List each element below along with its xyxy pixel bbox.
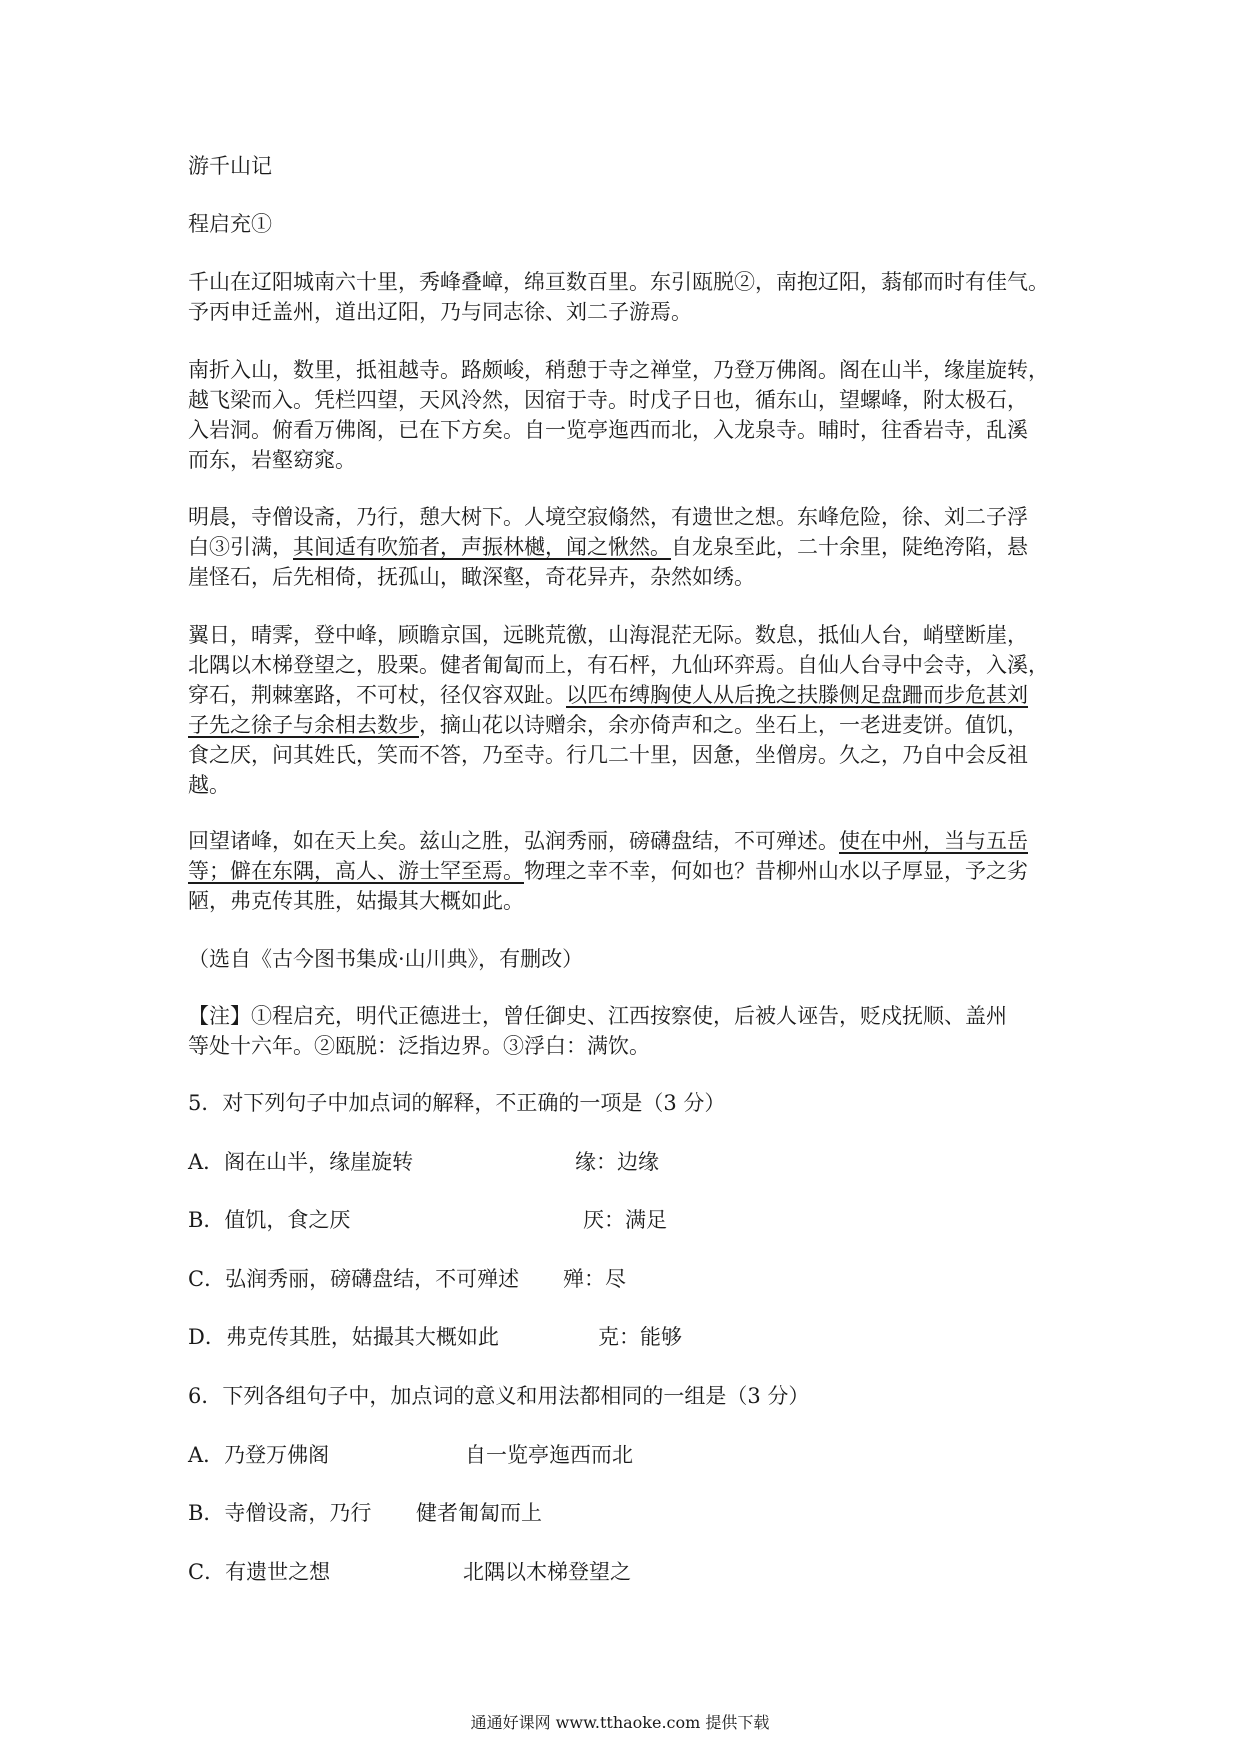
q6-option-b-right: 健者匍匐而上 bbox=[416, 1501, 542, 1525]
q5-option-a-text: A．阁在山半，缘崖旋转 bbox=[188, 1150, 414, 1174]
text-line: 北隅以木梯登望之，股栗。健者匍匐而上，有石枰，九仙环弈焉。自仙人台寻中会寺，入溪， bbox=[188, 653, 1049, 677]
text-line: 南折入山，数里，抵祖越寺。路颇峻，稍憩于寺之禅堂，乃登万佛阁。阁在山半，缘崖旋转， bbox=[188, 358, 1049, 382]
paragraph-2 bbox=[188, 355, 1060, 475]
source-citation: （选自《古今图书集成·山川典》，有删改） bbox=[188, 947, 584, 971]
note-line: 等处十六年。②瓯脱：泛指边界。③浮白：满饮。 bbox=[188, 1034, 650, 1058]
text-line: 白③引满，其间适有吹笳者，声振林樾，闻之愀然。自龙泉至此，二十余里，陡绝洿陷，悬 bbox=[188, 535, 1028, 559]
underlined-sentence: 等；僻在东隅，高人、游士罕至焉。 bbox=[188, 859, 524, 883]
text-line: 回望诸峰，如在天上矣。兹山之胜，弘润秀丽，磅礴盘结，不可殚述。使在中州，当与五岳 bbox=[188, 829, 1028, 853]
q6-option-c-left: C．有遗世之想 bbox=[188, 1560, 331, 1584]
text-line: 越飞梁而入。凭栏四望，天风泠然，因宿于寺。时戊子日也，循东山，望螺峰，附太极石， bbox=[188, 388, 1028, 412]
q5-option-d-text: D．弗克传其胜，姑撮其大概如此 bbox=[188, 1325, 499, 1349]
q5-option-d-gloss: 克：能够 bbox=[598, 1325, 682, 1349]
paragraph-1 bbox=[188, 267, 1060, 327]
text-line: 陋，弗克传其胜，姑撮其大概如此。 bbox=[188, 889, 524, 913]
paragraph-4 bbox=[188, 620, 1060, 800]
underlined-sentence: 以匹布缚胸使人从后挽之扶滕侧足盘跚而步危甚刘 bbox=[566, 683, 1028, 707]
text-line: 食之厌，问其姓氏，笑而不答，乃至寺。行几二十里，因惫，坐僧房。久之，乃自中会反祖 bbox=[188, 743, 1028, 767]
text-line: 而东，岩壑窈窕。 bbox=[188, 448, 356, 472]
q6-option-a-left: A．乃登万佛阁 bbox=[188, 1443, 330, 1467]
text-line: 予丙申迁盖州，道出辽阳，乃与同志徐、刘二子游焉。 bbox=[188, 300, 692, 324]
essay-title: 游千山记 bbox=[188, 154, 272, 178]
q6-option-b-left: B．寺僧设斋，乃行 bbox=[188, 1501, 372, 1525]
text-line: 千山在辽阳城南六十里，秀峰叠嶂，绵亘数百里。东引瓯脱②，南抱辽阳，蓊郁而时有佳气。 bbox=[188, 270, 1049, 294]
question-5-stem: 5．对下列句子中加点词的解释，不正确的一项是（3 分） bbox=[188, 1091, 726, 1115]
underlined-sentence: 子先之徐子与余相去数步 bbox=[188, 713, 419, 737]
text-line: 等；僻在东隅，高人、游士罕至焉。物理之幸不幸，何如也？昔柳州山水以子厚显，予之劣 bbox=[188, 859, 1028, 883]
text-line: 明晨，寺僧设斋，乃行，憩大树下。人境空寂翛然，有遗世之想。东峰危险，徐、刘二子浮 bbox=[188, 505, 1028, 529]
text-line: 穿石，荆棘塞路，不可杖，径仅容双趾。以匹布缚胸使人从后挽之扶滕侧足盘跚而步危甚刘 bbox=[188, 683, 1028, 707]
q5-option-b-gloss: 厌：满足 bbox=[583, 1208, 667, 1232]
text-line: 翼日，晴霁，登中峰，顾瞻京国，远眺荒徼，山海混茫无际。数息，抵仙人台，峭壁断崖， bbox=[188, 623, 1028, 647]
paragraph-5 bbox=[188, 826, 1060, 916]
underlined-sentence: 使在中州，当与五岳 bbox=[839, 829, 1028, 853]
essay-author: 程启充① bbox=[188, 212, 272, 236]
q5-option-a-gloss: 缘：边缘 bbox=[575, 1150, 659, 1174]
q6-option-c-right: 北隅以木梯登望之 bbox=[463, 1560, 631, 1584]
note-line: 【注】①程启充，明代正德进士，曾任御史、江西按察使，后被人诬告，贬戍抚顺、盖州 bbox=[188, 1004, 1007, 1028]
text-line: 入岩洞。俯看万佛阁，已在下方矣。自一览亭迤西而北，入龙泉寺。晡时，往香岩寺，乱溪 bbox=[188, 418, 1028, 442]
q6-option-a-right: 自一览亭迤西而北 bbox=[465, 1443, 633, 1467]
text-line: 越。 bbox=[188, 773, 230, 797]
text-line: 崖怪石，后先相倚，抚孤山，瞰深壑，奇花异卉，杂然如绣。 bbox=[188, 565, 755, 589]
page-footer: 通通好课网 www.tthaoke.com 提供下载 bbox=[470, 1713, 770, 1732]
q5-option-c-text: C．弘润秀丽，磅礴盘结，不可殚述 bbox=[188, 1267, 520, 1291]
notes bbox=[188, 1001, 1060, 1061]
q5-option-c-gloss: 殚：尽 bbox=[563, 1267, 626, 1291]
underlined-sentence: 其间适有吹笳者，声振林樾，闻之愀然。 bbox=[293, 535, 671, 559]
text-line: 子先之徐子与余相去数步，摘山花以诗赠余，余亦倚声和之。坐石上，一老进麦饼。值饥， bbox=[188, 713, 1028, 737]
paragraph-3 bbox=[188, 502, 1060, 592]
q5-option-b-text: B．值饥，食之厌 bbox=[188, 1208, 351, 1232]
question-6-stem: 6．下列各组句子中，加点词的意义和用法都相同的一组是（3 分） bbox=[188, 1384, 810, 1408]
